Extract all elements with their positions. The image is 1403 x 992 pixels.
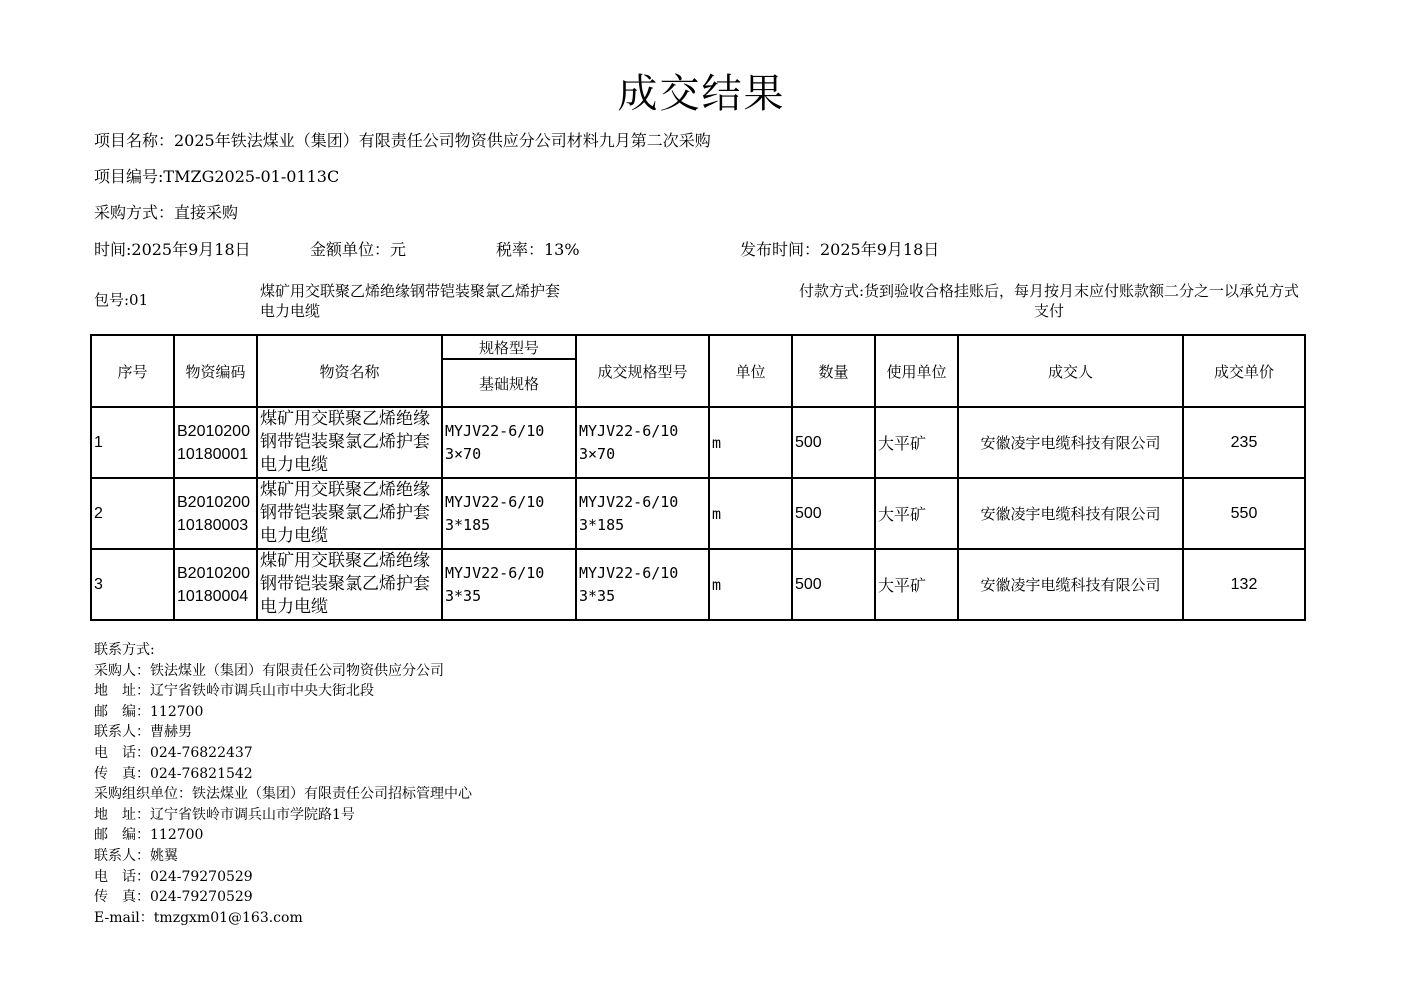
buyer-address: 地 址：辽宁省铁岭市调兵山市中央大街北段	[94, 683, 374, 700]
row-qty: 500	[792, 478, 875, 549]
info-tax: 税率：13%	[496, 240, 580, 259]
contact-info	[94, 640, 472, 928]
row-name: 煤矿用交联聚乙烯绝缘钢带铠装聚氯乙烯护套电力电缆	[257, 407, 442, 478]
row-seq: 2	[91, 478, 174, 549]
row-deal-spec: MYJV22-6/10 3×70	[576, 407, 709, 478]
results-table	[90, 334, 1306, 621]
agency-phone: 电 话：024-79270529	[94, 868, 253, 885]
page-title: 成交结果	[617, 71, 786, 117]
contact-heading: 联系方式:	[94, 642, 155, 658]
header-row	[91, 335, 1305, 359]
row-qty: 500	[792, 407, 875, 478]
buyer-fax: 传 真：024-76821542	[94, 765, 253, 782]
row-seq: 1	[91, 407, 174, 478]
package-number: 包号:01	[94, 291, 149, 309]
row-user: 大平矿	[875, 478, 958, 549]
header-user: 使用单位	[875, 335, 958, 407]
row-spec: MYJV22-6/10 3×70	[442, 407, 576, 478]
row-code: B2010200 10180001	[174, 407, 257, 478]
row-spec: MYJV22-6/10 3*35	[442, 549, 576, 620]
row-code: B2010200 10180004	[174, 549, 257, 620]
info-time: 时间:2025年9月18日	[94, 240, 251, 259]
row-supplier: 安徽凌宇电缆科技有限公司	[958, 407, 1183, 478]
buyer-phone: 电 话：024-76822437	[94, 744, 253, 761]
package-name: 煤矿用交联聚乙烯绝缘钢带铠装聚氯乙烯护套电力电缆	[260, 282, 561, 320]
agency-address: 地 址：辽宁省铁岭市调兵山市学院路1号	[94, 806, 355, 823]
buyer-contact-person: 联系人：曹赫男	[94, 724, 192, 741]
row-price: 235	[1183, 407, 1305, 478]
row-user: 大平矿	[875, 549, 958, 620]
table-row	[91, 478, 1305, 549]
row-deal-spec: MYJV22-6/10 3*185	[576, 478, 709, 549]
agency-postcode: 邮 编：112700	[94, 827, 204, 844]
agency-fax: 传 真：024-79270529	[94, 889, 253, 906]
buyer-postcode: 邮 编：112700	[94, 703, 204, 720]
row-unit: m	[709, 549, 792, 620]
project-name: 项目名称：2025年铁法煤业（集团）有限责任公司物资供应分公司材料九月第二次采购	[94, 131, 711, 150]
info-currency: 金额单位：元	[310, 240, 407, 259]
header-code: 物资编码	[174, 335, 257, 407]
row-seq: 3	[91, 549, 174, 620]
row-deal-spec: MYJV22-6/10 3*35	[576, 549, 709, 620]
buyer-name: 采购人：铁法煤业（集团）有限责任公司物资供应分公司	[94, 662, 444, 679]
header-supplier: 成交人	[958, 335, 1183, 407]
row-unit: m	[709, 478, 792, 549]
agency-email: E-mail：tmzgxm01@163.com	[94, 909, 303, 926]
row-price: 132	[1183, 549, 1305, 620]
project-number: 项目编号:TMZG2025-01-0113C	[94, 167, 340, 186]
header-name: 物资名称	[257, 335, 442, 407]
row-code: B2010200 10180003	[174, 478, 257, 549]
header-unit: 单位	[709, 335, 792, 407]
header-qty: 数量	[792, 335, 875, 407]
row-supplier: 安徽凌宇电缆科技有限公司	[958, 549, 1183, 620]
header-seq: 序号	[91, 335, 174, 407]
row-price: 550	[1183, 478, 1305, 549]
row-name: 煤矿用交联聚乙烯绝缘钢带铠装聚氯乙烯护套电力电缆	[257, 549, 442, 620]
info-publish-time: 发布时间：2025年9月18日	[740, 240, 940, 259]
header-spec-base: 基础规格	[442, 359, 576, 407]
header-price: 成交单价	[1183, 335, 1305, 407]
row-user: 大平矿	[875, 407, 958, 478]
agency-contact-person: 联系人：姚翼	[94, 847, 178, 864]
payment-terms: 付款方式:货到验收合格挂账后，每月按月末应付账款额二分之一以承兑方式支付	[798, 282, 1300, 320]
row-spec: MYJV22-6/10 3*185	[442, 478, 576, 549]
header-deal-spec: 成交规格型号	[576, 335, 709, 407]
table-row	[91, 549, 1305, 620]
table-row	[91, 407, 1305, 478]
purchase-method: 采购方式：直接采购	[94, 203, 239, 222]
row-unit: m	[709, 407, 792, 478]
row-supplier: 安徽凌宇电缆科技有限公司	[958, 478, 1183, 549]
row-name: 煤矿用交联聚乙烯绝缘钢带铠装聚氯乙烯护套电力电缆	[257, 478, 442, 549]
header-spec-group: 规格型号	[442, 335, 576, 359]
row-qty: 500	[792, 549, 875, 620]
agency-name: 采购组织单位：铁法煤业（集团）有限责任公司招标管理中心	[94, 786, 472, 803]
